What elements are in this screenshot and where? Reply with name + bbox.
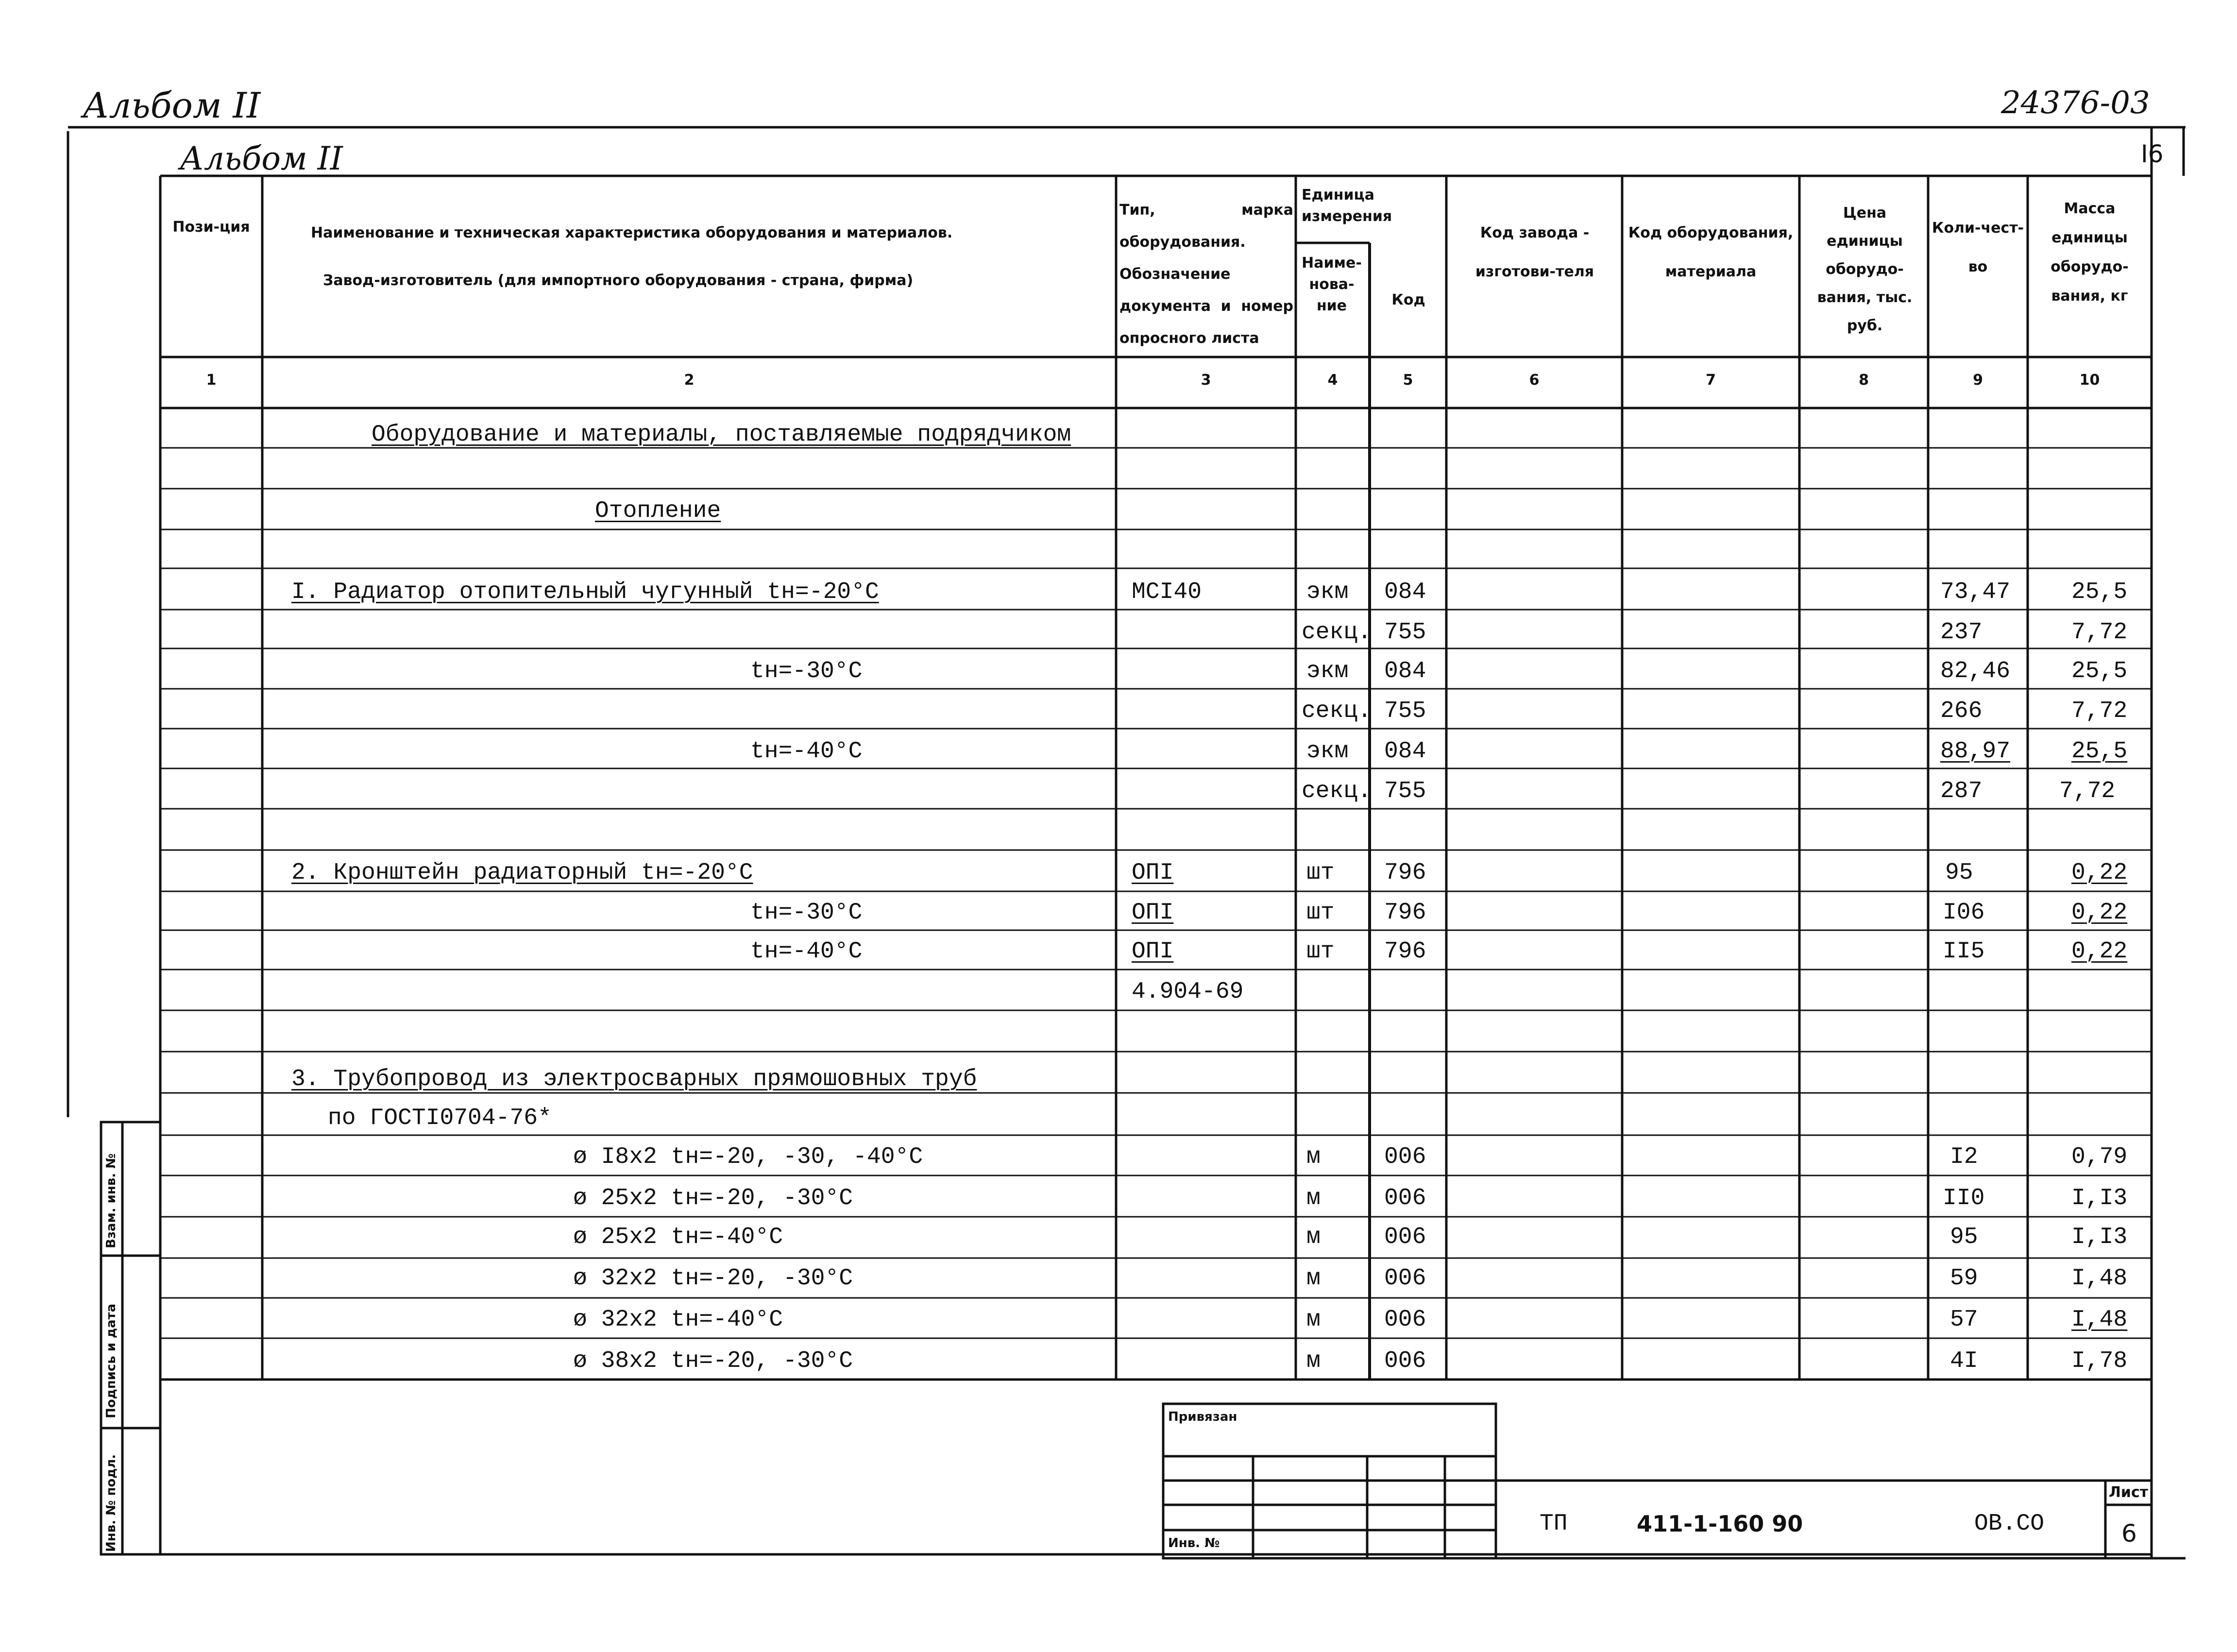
type-bracket-20: ОПI (1132, 860, 1174, 886)
qty-row-12: I06 (1943, 900, 1985, 926)
qty-row-8: 88,97 (1940, 738, 2011, 765)
stamp-tp: ТП (1540, 1511, 1568, 1537)
header-type: Тип, марка оборудования. Обозначение документа и номер опросного листа (1119, 202, 1293, 347)
mass-row-20: I,I3 (2071, 1224, 2128, 1250)
unit-row-8: экм (1306, 738, 1349, 765)
pipe-38x2: ø 38x2 tн=-20, -30°C (573, 1348, 853, 1374)
item-bracket-name: 2. Кронштейн радиаторный tн=-20°C (291, 860, 753, 886)
column-number-2: 2 (684, 372, 695, 389)
code-row-5: 755 (1384, 619, 1426, 646)
mass-row-4: 25,5 (2071, 579, 2128, 605)
code-row-9: 755 (1384, 778, 1426, 804)
qty-row-18: I2 (1950, 1144, 1978, 1170)
mass-row-19: I,I3 (2071, 1185, 2128, 1211)
code-row-13: 796 (1384, 938, 1426, 965)
qty-row-22: 57 (1950, 1307, 1978, 1333)
type-radiator: МСI40 (1132, 579, 1202, 605)
code-row-7: 755 (1384, 698, 1426, 724)
qty-row-4: 73,47 (1940, 579, 2011, 605)
stamp-sheet-number: 6 (2121, 1519, 2137, 1548)
unit-row-18: м (1306, 1144, 1321, 1170)
unit-row-13: шт (1306, 938, 1335, 965)
code-row-21: 006 (1384, 1265, 1426, 1292)
mass-row-7: 7,72 (2071, 698, 2128, 724)
sheet-corner-number: I6 (2141, 140, 2164, 168)
pipe-25x2-a: ø 25x2 tн=-20, -30°C (573, 1185, 853, 1211)
code-row-20: 006 (1384, 1224, 1426, 1250)
bracket-temp-30: tн=-30°C (750, 900, 863, 926)
type-bracket-40: ОПI (1132, 938, 1174, 965)
unit-row-23: м (1306, 1348, 1321, 1374)
mass-row-6: 25,5 (2071, 658, 2128, 684)
qty-row-11: 95 (1945, 860, 1973, 886)
qty-row-9: 287 (1940, 778, 1983, 804)
code-row-6: 084 (1384, 658, 1426, 684)
qty-row-7: 266 (1940, 698, 1983, 724)
header-unit-group: Единица измерения (1302, 187, 1392, 225)
stamp-sheet-label: Лист (2109, 1484, 2149, 1501)
bracket-temp-40: tн=-40°C (750, 938, 863, 965)
header-unit-name: Наиме-нова-ние (1302, 255, 1362, 314)
unit-row-19: м (1306, 1185, 1321, 1211)
unit-row-11: шт (1306, 860, 1335, 886)
mass-row-11: 0,22 (2071, 860, 2128, 886)
header-unit-price: Цена единицы оборудо-вания, тыс. руб. (1817, 204, 1913, 334)
unit-row-12: шт (1306, 900, 1335, 926)
header-name-line2: Завод-изготовитель (для импортного оборудования - страна, фирма) (323, 272, 914, 289)
mass-row-13: 0,22 (2071, 938, 2128, 965)
qty-row-13: II5 (1943, 938, 1985, 965)
mass-row-8: 25,5 (2071, 738, 2128, 765)
code-row-8: 084 (1384, 738, 1426, 765)
pipe-32x2-b: ø 32x2 tн=-40°C (573, 1307, 783, 1333)
pipeline-standard: по ГОСТI0704-76* (328, 1105, 552, 1131)
unit-row-21: м (1306, 1265, 1321, 1292)
album-label-inner: Альбом II (180, 140, 343, 177)
mass-row-9: 7,72 (2059, 778, 2116, 804)
qty-row-23: 4I (1950, 1348, 1978, 1374)
column-number-3: 3 (1201, 372, 1211, 389)
code-row-22: 006 (1384, 1307, 1426, 1333)
radiator-temp-30: tн=-30°C (750, 658, 863, 684)
header-name-line1: Наименование и техническая характеристика оборудования и материалов. (311, 224, 953, 241)
qty-row-6: 82,46 (1940, 658, 2011, 684)
header-unit-code: Код (1391, 291, 1425, 308)
unit-row-9: секц. (1302, 778, 1372, 804)
unit-row-6: экм (1306, 658, 1349, 684)
side-label-signature: Подпись и дата (104, 1303, 119, 1418)
mass-row-22: I,48 (2071, 1307, 2128, 1333)
column-number-1: 1 (206, 372, 217, 389)
unit-row-20: м (1306, 1224, 1321, 1250)
side-label-replacement: Взам. инв. № (104, 1153, 119, 1248)
item-pipeline-name: 3. Трубопровод из электросварных прямошовных труб (291, 1066, 977, 1092)
pipe-25x2-b: ø 25x2 tн=-40°C (573, 1224, 783, 1250)
column-number-8: 8 (1859, 372, 1869, 389)
document-code: 24376-03 (2001, 85, 2150, 121)
column-number-6: 6 (1529, 372, 1540, 389)
code-row-12: 796 (1384, 900, 1426, 926)
album-label-outer: Альбом II (83, 85, 261, 126)
mass-row-12: 0,22 (2071, 900, 2128, 926)
stamp-project-number: 411-1-160 90 (1637, 1511, 1803, 1537)
column-number-10: 10 (2079, 372, 2100, 389)
side-label-inventory: Инв. № подл. (104, 1454, 119, 1552)
subsection-heating: Отопление (595, 498, 721, 524)
column-number-4: 4 (1327, 372, 1338, 389)
stamp-document-code: ОВ.СО (1974, 1511, 2045, 1537)
qty-row-19: II0 (1943, 1185, 1985, 1211)
header-position: Пози-ция (172, 219, 250, 236)
mass-row-5: 7,72 (2071, 619, 2128, 646)
qty-row-21: 59 (1950, 1265, 1978, 1292)
code-row-11: 796 (1384, 860, 1426, 886)
code-row-4: 084 (1384, 579, 1426, 605)
unit-row-7: секц. (1302, 698, 1372, 724)
pipe-32x2-a: ø 32x2 tн=-20, -30°C (573, 1265, 853, 1292)
qty-row-20: 95 (1950, 1224, 1978, 1250)
column-number-7: 7 (1706, 372, 1716, 389)
header-unit-mass: Масса единицы оборудо-вания, кг (2051, 200, 2129, 305)
mass-row-21: I,48 (2071, 1265, 2128, 1292)
qty-row-5: 237 (1940, 619, 1983, 646)
code-row-18: 006 (1384, 1144, 1426, 1170)
pipe-18x2: ø I8x2 tн=-20, -30, -40°C (573, 1144, 923, 1170)
section-title: Оборудование и материалы, поставляемые подрядчиком (372, 422, 1071, 448)
unit-row-22: м (1306, 1307, 1321, 1333)
header-equipment-code: Код оборудования, материала (1628, 224, 1794, 280)
unit-row-5: секц. (1302, 619, 1372, 646)
mass-row-23: I,78 (2071, 1348, 2128, 1374)
item-radiator-name: I. Радиатор отопительный чугунный tн=-20°C (291, 579, 879, 605)
header-quantity: Коли-чест-во (1932, 220, 2024, 275)
mass-row-18: 0,79 (2071, 1144, 2128, 1170)
unit-row-4: экм (1306, 579, 1349, 605)
code-row-23: 006 (1384, 1348, 1426, 1374)
type-bracket-doc: 4.904-69 (1132, 979, 1244, 1005)
stamp-inv-no: Инв. № (1168, 1536, 1220, 1550)
stamp-linked: Привязан (1168, 1410, 1237, 1424)
header-factory-code: Код завода - изготови-теля (1475, 224, 1594, 280)
column-number-9: 9 (1973, 372, 1983, 389)
radiator-temp-40: tн=-40°C (750, 738, 863, 765)
column-number-5: 5 (1403, 372, 1413, 389)
type-bracket-30: ОПI (1132, 900, 1174, 926)
code-row-19: 006 (1384, 1185, 1426, 1211)
